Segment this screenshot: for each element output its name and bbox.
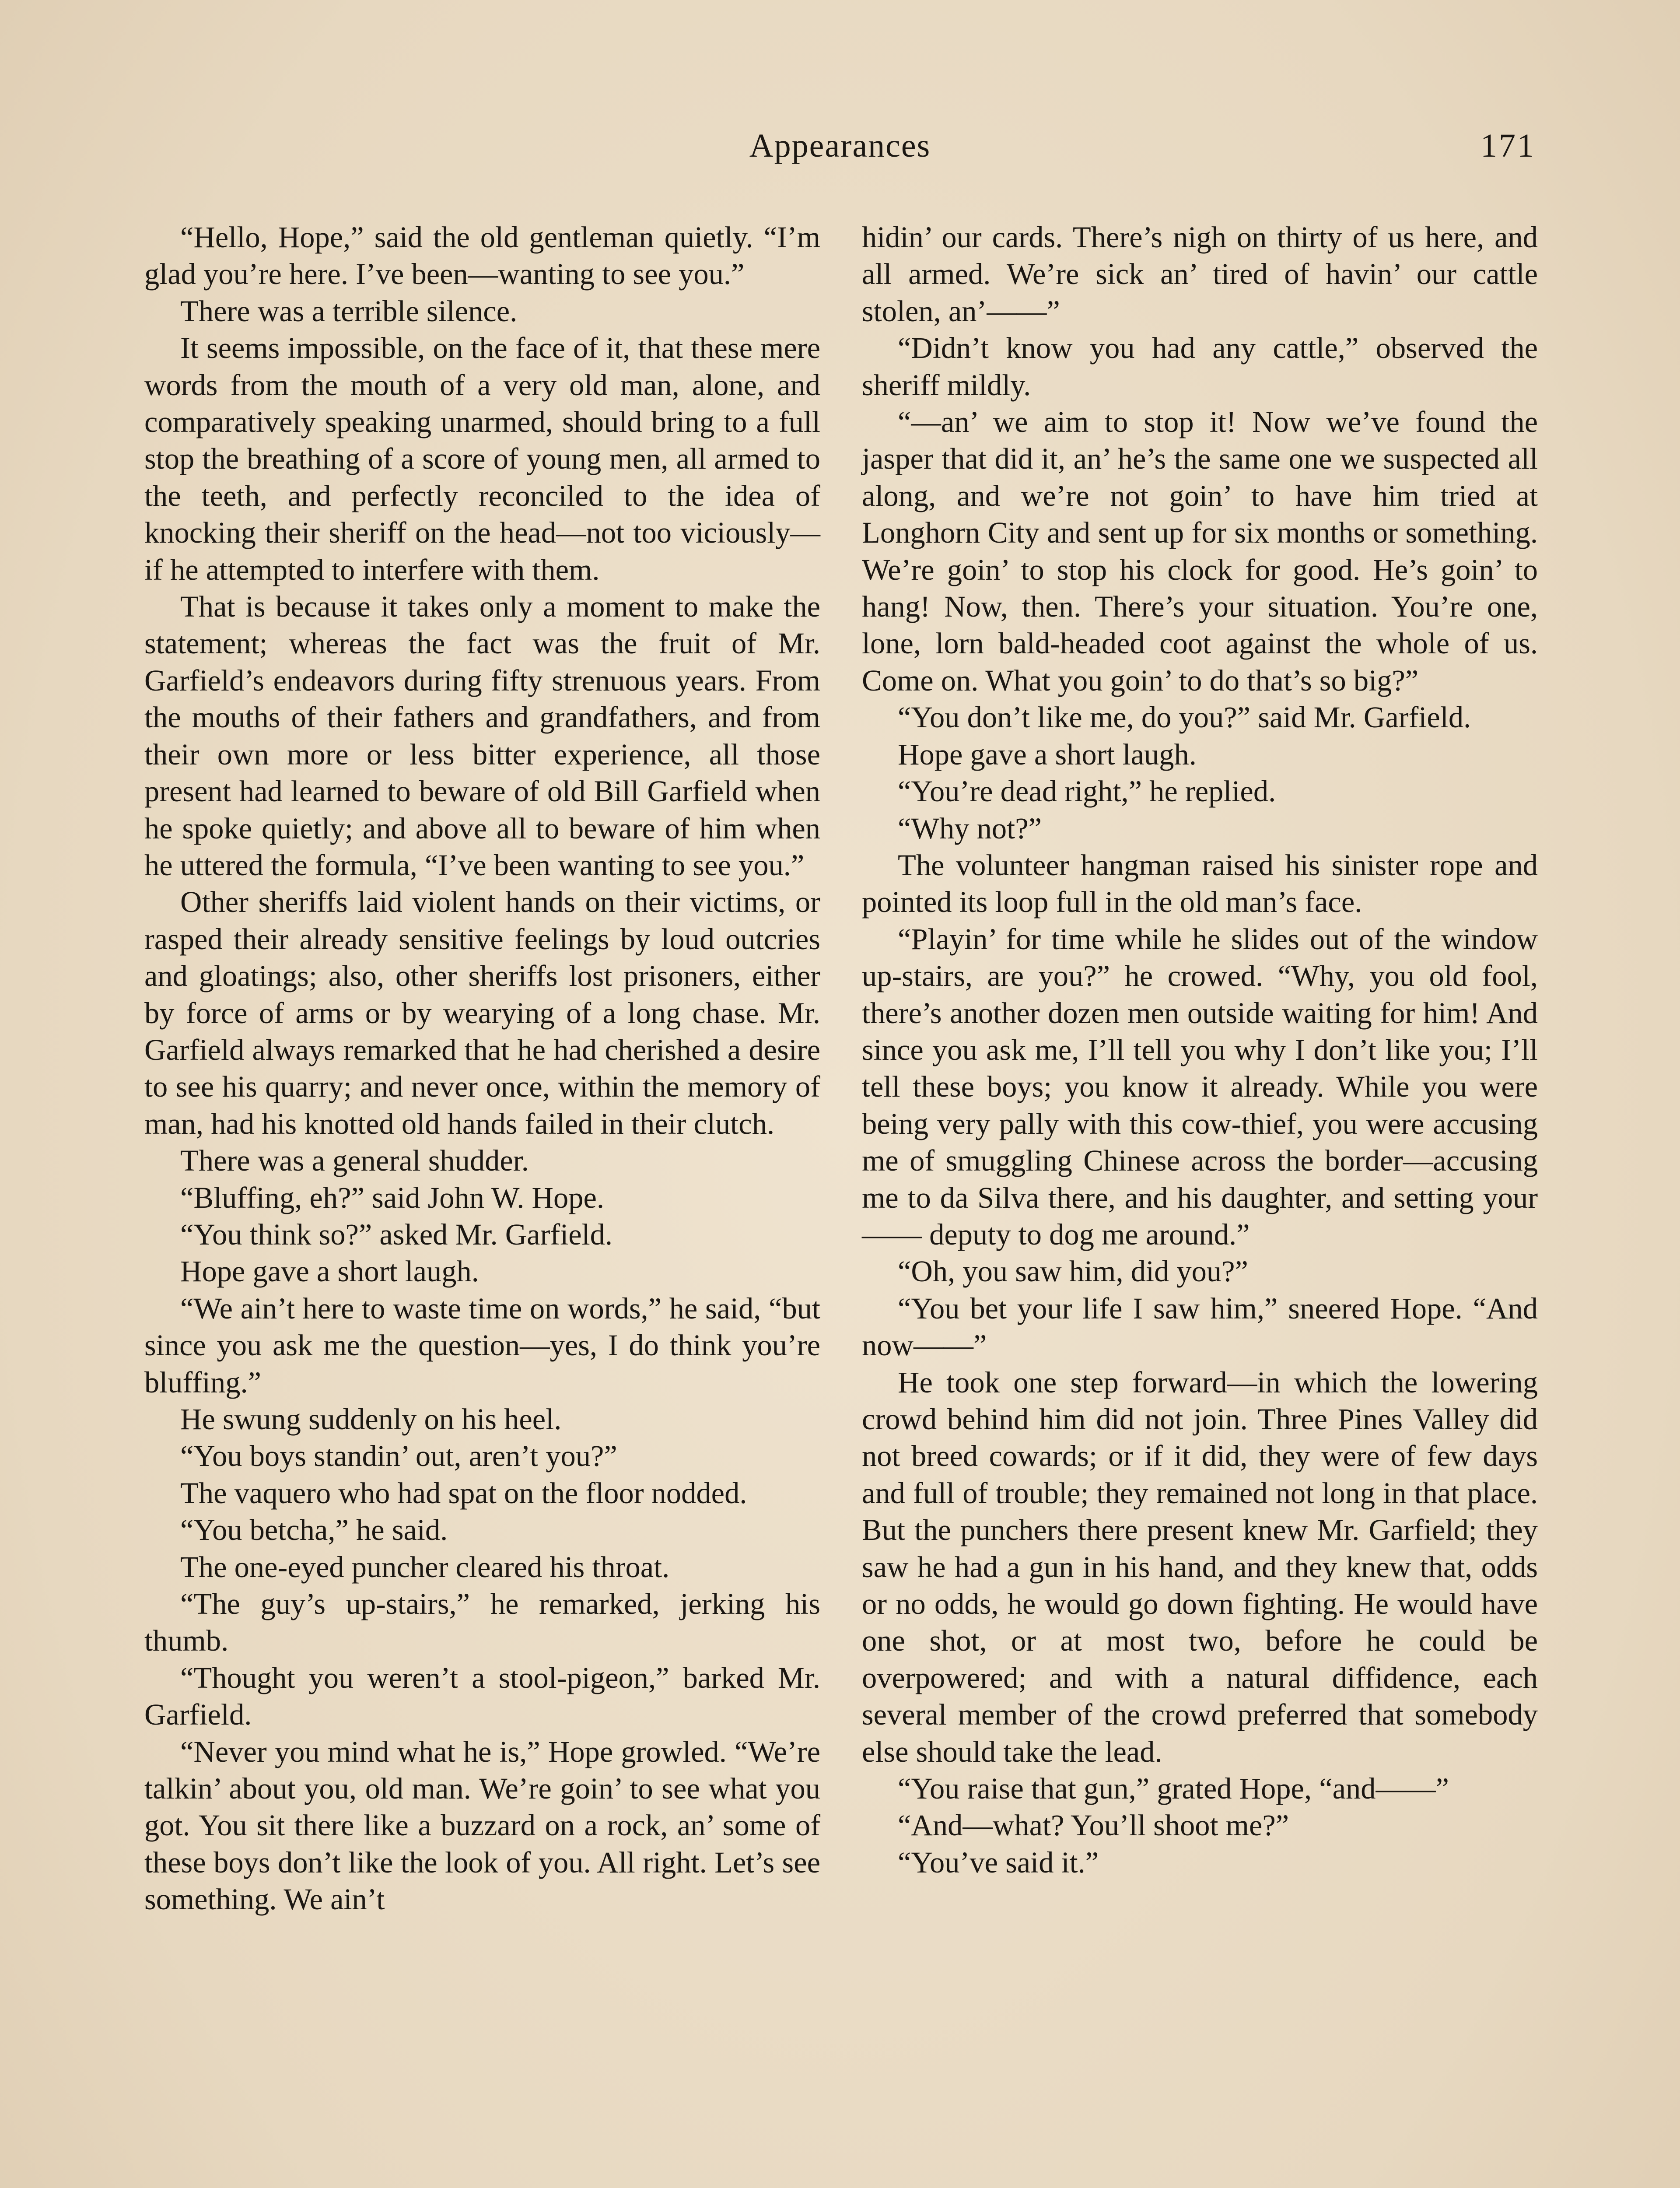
paragraph: “The guy’s up-stairs,” he remarked, jerking his thumb. <box>144 1587 820 1658</box>
paragraph: “Oh, you saw him, did you?” <box>898 1255 1248 1288</box>
paragraph: The volunteer hangman raised his sinister rope and pointed its loop full in the old man’s face. <box>862 848 1538 919</box>
paragraph: “Never you mind what he is,” Hope growled. “We’re talkin’ about you, old man. We’re goin’ to see what you got. You sit there like a buzzard on a rock, an’ some of these boys don’t like the look of you. All right. Let’s see something. We ain’t <box>144 1735 820 1916</box>
paragraph: “We ain’t here to waste time on words,” he said, “but since you ask me the question—yes, I do think you’re bluffing.” <box>144 1291 820 1399</box>
paragraph: “You don’t like me, do you?” said Mr. Garfield. <box>898 701 1471 734</box>
running-title: Appearances <box>749 127 931 164</box>
paragraph: He swung suddenly on his heel. <box>180 1403 562 1436</box>
paragraph: It seems impossible, on the face of it, that these mere words from the mouth of a very old man, alone, and comparatively speaking unarmed, should bring to a full stop the breathing of a score of young men, all armed to the teeth, and perfectly reconciled to the idea of knocking their sheriff on the head—not too viciously—if he attempted to interfere with them. <box>144 331 820 586</box>
paragraph: “You raise that gun,” grated Hope, “and——” <box>898 1772 1449 1806</box>
paragraph: The vaquero who had spat on the floor nodded. <box>180 1476 747 1510</box>
paragraph: “Thought you weren’t a stool-pigeon,” barked Mr. Garfield. <box>144 1661 820 1732</box>
paragraph: That is because it takes only a moment to make the statement; whereas the fact was the fruit of Mr. Garfield’s endeavors during fifty strenuous years. From the mouths of their fathers and grandfathers, and from their own more or less bitter experience, all those present had learned to beware of old Bill Garfield when he spoke quietly; and above all to beware of him when he uttered the formula, “I’ve been wanting to see you.” <box>144 590 820 882</box>
paragraph: “You boys standin’ out, aren’t you?” <box>180 1439 617 1473</box>
left-column <box>144 219 820 1918</box>
running-head <box>144 127 1536 175</box>
paragraph: “Hello, Hope,” said the old gentleman quietly. “I’m glad you’re here. I’ve been—wanting to see you.” <box>144 221 820 291</box>
paragraph: He took one step forward—in which the lowering crowd behind him did not join. Three Pines Valley did not breed cowards; or if it did, they were of few days and full of trouble; they remained not long in that place. But the punchers there present knew Mr. Garfield; they saw he had a gun in his hand, and they knew that, odds or no odds, he would go down fighting. He would have one shot, or at most two, before he could be overpowered; and with a natural diffidence, each several member of the crowd preferred that somebody else should take the lead. <box>862 1365 1538 1768</box>
paragraph: “Didn’t know you had any cattle,” observed the sheriff mildly. <box>862 331 1538 402</box>
paragraph: The one-eyed puncher cleared his throat. <box>180 1550 670 1584</box>
page-number: 171 <box>1480 127 1536 164</box>
paragraph: “You think so?” asked Mr. Garfield. <box>180 1217 613 1251</box>
paragraph: “Playin’ for time while he slides out of the window up-stairs, are you?” he crowed. “Why, you old fool, there’s another dozen men outside waiting for him! And since you ask me, I’ll tell you why I don’t like you; I’ll tell these boys; you know it already. While you were being very pally with this cow-thief, you were accusing me of smuggling Chinese across the border—accusing me to da Silva there, and his daughter, and setting your —— deputy to dog me around.” <box>862 922 1538 1251</box>
paragraph: “—an’ we aim to stop it! Now we’ve found the jasper that did it, an’ he’s the same one we suspected all along, and we’re not goin’ to have him tried at Longhorn City and sent up for six months or something. We’re goin’ to stop his clock for good. He’s goin’ to hang! Now, then. There’s your situation. You’re one, lone, lorn bald-headed coot against the whole of us. Come on. What you goin’ to do that’s so big?” <box>862 405 1538 697</box>
paragraph: Hope gave a short laugh. <box>180 1255 479 1288</box>
right-column <box>862 219 1538 1881</box>
text-columns <box>144 219 1536 2188</box>
paragraph: There was a general shudder. <box>180 1144 529 1178</box>
paragraph: Other sheriffs laid violent hands on their victims, or rasped their already sensitive feelings by loud outcries and gloatings; also, other sheriffs lost prisoners, either by force of arms or by wearying of a long chase. Mr. Garfield always remarked that he had cherished a desire to see his quarry; and never once, within the memory of man, had his knotted old hands failed in their clutch. <box>144 885 820 1140</box>
paragraph: “Why not?” <box>898 811 1042 845</box>
paragraph-continued: hidin’ our cards. There’s nigh on thirty of us here, and all armed. We’re sick an’ tired of havin’ our cattle stolen, an’——” <box>862 221 1538 328</box>
paragraph: “You’ve said it.” <box>898 1845 1099 1879</box>
paragraph: “Bluffing, eh?” said John W. Hope. <box>180 1181 605 1214</box>
paragraph: There was a terrible silence. <box>180 294 518 328</box>
paragraph: Hope gave a short laugh. <box>898 737 1197 771</box>
paragraph: “You’re dead right,” he replied. <box>898 775 1276 808</box>
paragraph: “You betcha,” he said. <box>180 1513 448 1547</box>
paragraph: “You bet your life I saw him,” sneered Hope. “And now——” <box>862 1291 1538 1362</box>
paragraph: “And—what? You’ll shoot me?” <box>898 1809 1289 1842</box>
